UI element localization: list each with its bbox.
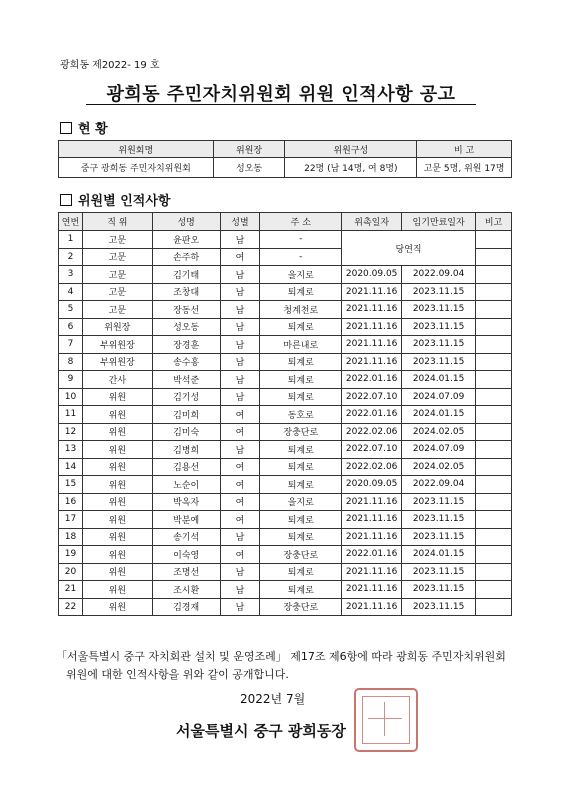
cell-name: 장경훈 [152, 336, 220, 354]
table-row [59, 493, 512, 511]
cell-remarks [476, 231, 512, 249]
cell-remarks [476, 353, 512, 371]
header-composition: 위원구성 [285, 141, 417, 158]
cell-remarks [476, 423, 512, 441]
cell-position: 위원 [82, 528, 152, 546]
cell-index: 9 [59, 371, 83, 389]
cell-name: 송수홍 [152, 353, 220, 371]
cell-remarks [476, 511, 512, 529]
cell-address: 퇴계로 [260, 318, 342, 336]
cell-name: 박옥자 [152, 493, 220, 511]
cell-name: 박분예 [152, 511, 220, 529]
cell-position: 위원 [82, 476, 152, 494]
table-row [59, 423, 512, 441]
cell-position: 고문 [82, 301, 152, 319]
cell-term-end-date: 2023.11.15 [402, 283, 476, 301]
cell-appointment-date: 2021.11.16 [342, 493, 402, 511]
seal-line [368, 718, 402, 719]
cell-position: 위원 [82, 441, 152, 459]
cell-address: 퇴계로 [260, 388, 342, 406]
cell-term-end-date: 2023.11.15 [402, 353, 476, 371]
cell-index: 14 [59, 458, 83, 476]
cell-index: 17 [59, 511, 83, 529]
cell-remarks [476, 283, 512, 301]
table-row [59, 353, 512, 371]
cell-term-end-date: 2023.11.15 [402, 563, 476, 581]
cell-remarks [476, 563, 512, 581]
cell-gender: 여 [220, 423, 260, 441]
cell-gender: 남 [220, 353, 260, 371]
cell-name: 성오동 [152, 318, 220, 336]
cell-name: 김병희 [152, 441, 220, 459]
cell-position: 위원 [82, 563, 152, 581]
cell-address: 장충단로 [260, 423, 342, 441]
header-position: 직 위 [82, 213, 152, 231]
table-row [59, 441, 512, 459]
cell-appointment-date: 2021.11.16 [342, 581, 402, 599]
cell-remarks [476, 598, 512, 616]
cell-address: 장충단로 [260, 598, 342, 616]
announcement-date: 2022년 7월 [240, 692, 306, 706]
cell-gender: 남 [220, 581, 260, 599]
cell-index: 13 [59, 441, 83, 459]
cell-address: 퇴계로 [260, 371, 342, 389]
cell-appointment-date: 2021.11.16 [342, 283, 402, 301]
cell-gender: 남 [220, 318, 260, 336]
cell-index: 7 [59, 336, 83, 354]
table-row [59, 406, 512, 424]
cell-term-end-date: 2024.02.05 [402, 458, 476, 476]
cell-term-end-date: 2024.07.09 [402, 441, 476, 459]
section-status-label: 현 황 [78, 122, 108, 137]
cell-remarks [476, 301, 512, 319]
cell-term-end-date: 2024.01.15 [402, 406, 476, 424]
cell-term-end-date: 2023.11.15 [402, 493, 476, 511]
cell-position: 위원 [82, 511, 152, 529]
table-row [59, 336, 512, 354]
cell-remarks [476, 266, 512, 284]
cell-name: 송기석 [152, 528, 220, 546]
cell-term-end-date: 2023.11.15 [402, 528, 476, 546]
cell-position: 간사 [82, 371, 152, 389]
header-note: 비 고 [417, 141, 512, 158]
cell-index: 12 [59, 423, 83, 441]
cell-gender: 남 [220, 336, 260, 354]
cell-remarks [476, 441, 512, 459]
cell-name: 장동선 [152, 301, 220, 319]
cell-gender: 남 [220, 563, 260, 581]
cell-name: 조창대 [152, 283, 220, 301]
cell-term-end-date: 2022.09.04 [402, 476, 476, 494]
table-row [59, 231, 512, 249]
cell-appointment-date: 2021.11.16 [342, 301, 402, 319]
cell-name: 조명선 [152, 563, 220, 581]
cell-index: 2 [59, 248, 83, 266]
cell-remarks [476, 458, 512, 476]
cell-index: 10 [59, 388, 83, 406]
cell-position: 부위원장 [82, 336, 152, 354]
issuing-office: 서울특별시 중구 광희동장 [176, 722, 346, 740]
cell-name: 손주하 [152, 248, 220, 266]
table-row [59, 371, 512, 389]
cell-remarks [476, 581, 512, 599]
cell-remarks [476, 476, 512, 494]
section-members-label: 위원별 인적사항 [78, 194, 171, 209]
cell-term-end-date: 2023.11.15 [402, 301, 476, 319]
header-name: 성명 [152, 213, 220, 231]
cell-index: 5 [59, 301, 83, 319]
cell-term-end-date: 2022.09.04 [402, 266, 476, 284]
cell-address: 동호로 [260, 406, 342, 424]
cell-ex-officio-note: 당연직 [342, 231, 476, 266]
status-note: 고문 5명, 위원 17명 [417, 158, 512, 178]
document-number: 광희동 제2022- 19 호 [60, 60, 160, 71]
cell-address: 퇴계로 [260, 476, 342, 494]
cell-name: 박석준 [152, 371, 220, 389]
cell-term-end-date: 2023.11.15 [402, 511, 476, 529]
table-row [59, 388, 512, 406]
cell-remarks [476, 336, 512, 354]
cell-gender: 여 [220, 476, 260, 494]
cell-index: 18 [59, 528, 83, 546]
cell-gender: 남 [220, 388, 260, 406]
cell-gender: 여 [220, 511, 260, 529]
cell-address: 을지로 [260, 266, 342, 284]
status-table [58, 140, 512, 178]
cell-position: 고문 [82, 231, 152, 249]
cell-appointment-date: 2021.11.16 [342, 511, 402, 529]
cell-name: 김경재 [152, 598, 220, 616]
checkbox-square-icon [60, 194, 72, 206]
cell-position: 고문 [82, 283, 152, 301]
cell-gender: 남 [220, 528, 260, 546]
cell-position: 위원장 [82, 318, 152, 336]
cell-address: 퇴계로 [260, 581, 342, 599]
cell-remarks [476, 318, 512, 336]
cell-name: 김미희 [152, 406, 220, 424]
cell-term-end-date: 2023.11.15 [402, 598, 476, 616]
cell-address: - [260, 248, 342, 266]
cell-gender: 남 [220, 441, 260, 459]
cell-index: 11 [59, 406, 83, 424]
section-status-heading [60, 118, 108, 137]
composition: 22명 (남 14명, 여 8명) [285, 158, 417, 178]
cell-position: 위원 [82, 423, 152, 441]
table-row [59, 318, 512, 336]
header-gender: 성별 [220, 213, 260, 231]
cell-appointment-date: 2022.02.06 [342, 423, 402, 441]
cell-position: 위원 [82, 546, 152, 564]
cell-appointment-date: 2020.09.05 [342, 266, 402, 284]
cell-appointment-date: 2020.09.05 [342, 476, 402, 494]
cell-gender: 여 [220, 248, 260, 266]
section-members-heading [60, 190, 170, 209]
cell-name: 이숙영 [152, 546, 220, 564]
cell-gender: 남 [220, 231, 260, 249]
cell-position: 위원 [82, 458, 152, 476]
page-title: 광희동 주민자치위원회 위원 인적사항 공고 [106, 84, 456, 105]
table-row [59, 528, 512, 546]
header-committee-name: 위원회명 [59, 141, 214, 158]
table-row [59, 301, 512, 319]
header-chairperson: 위원장 [213, 141, 285, 158]
cell-term-end-date: 2023.11.15 [402, 318, 476, 336]
seal-line [384, 702, 385, 736]
cell-address: 퇴계로 [260, 441, 342, 459]
cell-address: 청계천로 [260, 301, 342, 319]
cell-address: 을지로 [260, 493, 342, 511]
cell-position: 위원 [82, 598, 152, 616]
cell-gender: 남 [220, 301, 260, 319]
cell-appointment-date: 2021.11.16 [342, 528, 402, 546]
table-row [59, 546, 512, 564]
cell-address: 퇴계로 [260, 528, 342, 546]
table-row [59, 476, 512, 494]
header-address: 주 소 [260, 213, 342, 231]
cell-appointment-date: 2021.11.16 [342, 318, 402, 336]
cell-address: 장충단로 [260, 546, 342, 564]
cell-name: 김미숙 [152, 423, 220, 441]
members-table-body [59, 231, 512, 616]
cell-address: 퇴계로 [260, 511, 342, 529]
header-term-end-date: 임기만료일자 [402, 213, 476, 231]
cell-gender: 여 [220, 406, 260, 424]
table-row [59, 266, 512, 284]
cell-remarks [476, 248, 512, 266]
table-row [59, 598, 512, 616]
cell-appointment-date: 2021.11.16 [342, 598, 402, 616]
cell-name: 김기태 [152, 266, 220, 284]
cell-appointment-date: 2022.01.16 [342, 371, 402, 389]
cell-appointment-date: 2022.07.10 [342, 441, 402, 459]
cell-gender: 남 [220, 598, 260, 616]
cell-index: 15 [59, 476, 83, 494]
cell-appointment-date: 2021.11.16 [342, 336, 402, 354]
cell-address: 마른내로 [260, 336, 342, 354]
cell-term-end-date: 2024.01.15 [402, 546, 476, 564]
footer-line-2: 위원에 대한 인적사항을 위와 같이 공개합니다. [66, 668, 289, 681]
cell-index: 21 [59, 581, 83, 599]
cell-term-end-date: 2023.11.15 [402, 336, 476, 354]
title-underline [86, 104, 476, 105]
cell-remarks [476, 528, 512, 546]
cell-gender: 여 [220, 493, 260, 511]
cell-position: 부위원장 [82, 353, 152, 371]
cell-appointment-date: 2022.02.06 [342, 458, 402, 476]
cell-name: 조시환 [152, 581, 220, 599]
footer-line-1: 「서울특별시 중구 자치회관 설치 및 운영조례」 제17조 제6항에 따라 광희동 주민자치위원회 [56, 650, 506, 663]
cell-address: 퇴계로 [260, 353, 342, 371]
cell-index: 4 [59, 283, 83, 301]
cell-appointment-date: 2021.11.16 [342, 563, 402, 581]
cell-name: 김용선 [152, 458, 220, 476]
cell-appointment-date: 2022.01.16 [342, 406, 402, 424]
cell-index: 19 [59, 546, 83, 564]
chairperson: 성오동 [213, 158, 285, 178]
header-remarks: 비고 [476, 213, 512, 231]
cell-name: 김기성 [152, 388, 220, 406]
cell-name: 노순이 [152, 476, 220, 494]
cell-index: 20 [59, 563, 83, 581]
cell-address: 퇴계로 [260, 283, 342, 301]
cell-position: 위원 [82, 388, 152, 406]
cell-remarks [476, 406, 512, 424]
cell-index: 3 [59, 266, 83, 284]
cell-term-end-date: 2024.02.05 [402, 423, 476, 441]
cell-gender: 여 [220, 546, 260, 564]
cell-gender: 남 [220, 283, 260, 301]
cell-name: 윤판오 [152, 231, 220, 249]
committee-name: 중구 광희동 주민자치위원회 [59, 158, 214, 178]
header-appointment-date: 위촉일자 [342, 213, 402, 231]
cell-remarks [476, 371, 512, 389]
cell-term-end-date: 2024.07.09 [402, 388, 476, 406]
cell-term-end-date: 2024.01.15 [402, 371, 476, 389]
table-row [59, 511, 512, 529]
header-index: 연번 [59, 213, 83, 231]
cell-remarks [476, 493, 512, 511]
cell-position: 고문 [82, 248, 152, 266]
cell-position: 위원 [82, 581, 152, 599]
table-row [59, 581, 512, 599]
cell-remarks [476, 546, 512, 564]
cell-position: 위원 [82, 493, 152, 511]
cell-appointment-date: 2021.11.16 [342, 353, 402, 371]
cell-appointment-date: 2022.07.10 [342, 388, 402, 406]
status-header-row [59, 141, 512, 158]
status-row [59, 158, 512, 178]
members-header-row [59, 213, 512, 231]
official-seal-icon [354, 688, 418, 752]
cell-index: 1 [59, 231, 83, 249]
cell-gender: 여 [220, 458, 260, 476]
checkbox-square-icon [60, 122, 72, 134]
cell-gender: 남 [220, 266, 260, 284]
cell-index: 16 [59, 493, 83, 511]
cell-gender: 남 [220, 371, 260, 389]
table-row [59, 283, 512, 301]
cell-address: 퇴계로 [260, 563, 342, 581]
table-row [59, 458, 512, 476]
cell-position: 고문 [82, 266, 152, 284]
cell-term-end-date: 2023.11.15 [402, 581, 476, 599]
cell-index: 22 [59, 598, 83, 616]
cell-appointment-date: 2022.01.16 [342, 546, 402, 564]
cell-index: 8 [59, 353, 83, 371]
cell-address: - [260, 231, 342, 249]
members-table [58, 212, 512, 616]
table-row [59, 563, 512, 581]
cell-position: 위원 [82, 406, 152, 424]
seal-inner-border [362, 696, 410, 744]
cell-index: 6 [59, 318, 83, 336]
cell-remarks [476, 388, 512, 406]
cell-address: 퇴계로 [260, 458, 342, 476]
